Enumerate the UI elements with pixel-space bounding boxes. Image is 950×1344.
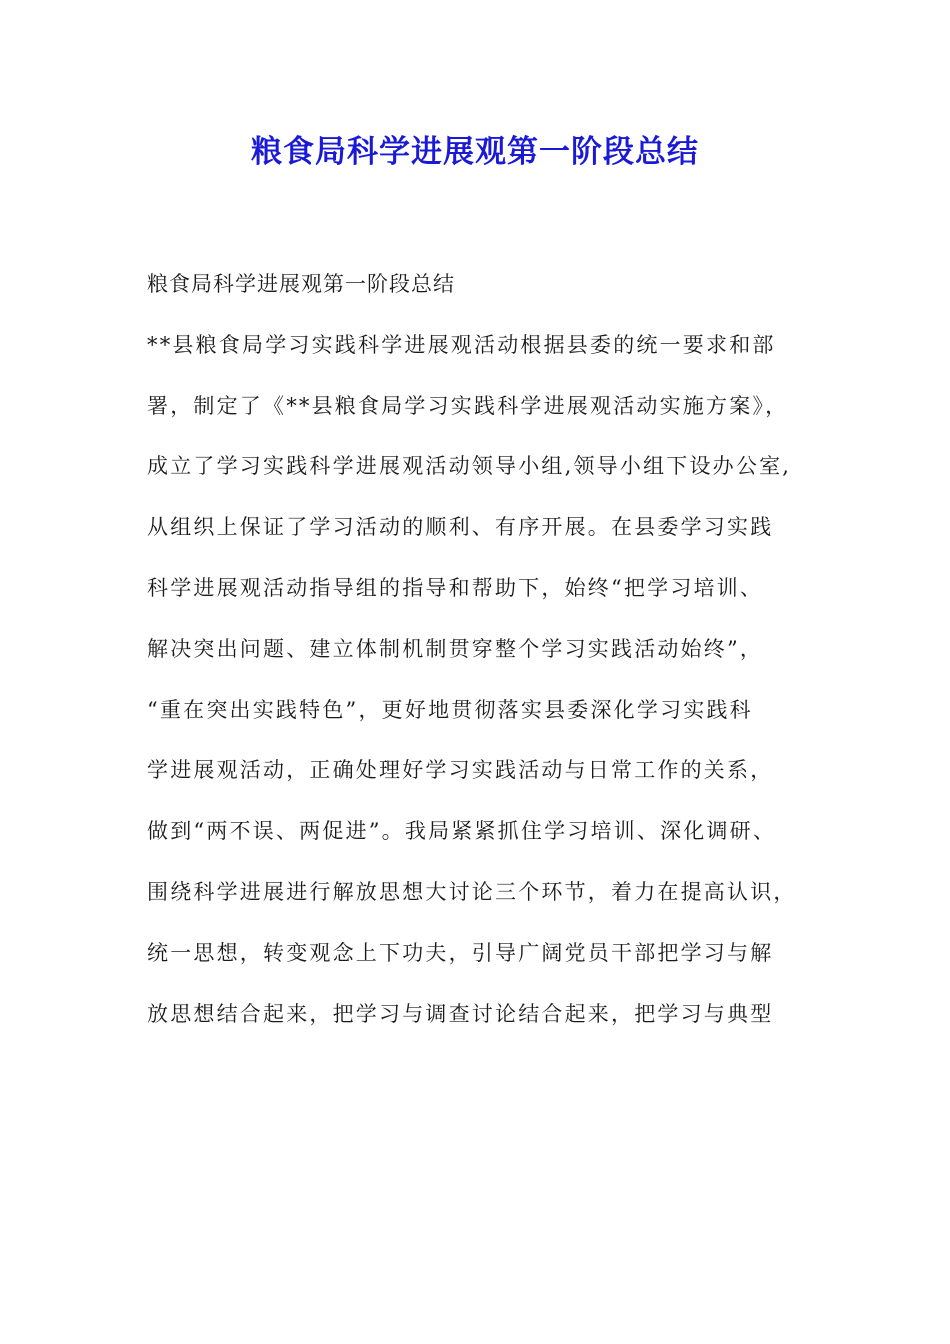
- document-title: 粮食局科学进展观第一阶段总结: [251, 134, 699, 170]
- body-text-line: 统一思想，转变观念上下功夫，引导广阔党员干部把学习与解: [147, 940, 774, 965]
- body-text-line: **县粮食局学习实践科学进展观活动根据县委的统一要求和部: [147, 332, 776, 357]
- document-subtitle: 粮食局科学进展观第一阶段总结: [147, 272, 455, 296]
- body-text-line: 科学进展观活动指导组的指导和帮助下，始终“把学习培训、: [147, 575, 764, 600]
- body-text-line: 围绕科学进展进行解放思想大讨论三个环节，着力在提高认识，: [147, 879, 797, 904]
- body-text-line: 学进展观活动，正确处理好学习实践活动与日常工作的关系，: [147, 758, 774, 783]
- body-text-line: 做到“两不误、两促进”。我局紧紧抓住学习培训、深化调研、: [147, 819, 777, 844]
- body-text-line: 从组织上保证了学习活动的顺利、有序开展。在县委学习实践: [147, 515, 774, 540]
- document-body: [147, 262, 847, 1052]
- body-text-line: 解决突出问题、建立体制机制贯穿整个学习实践活动始终”，: [147, 636, 764, 661]
- body-text-line: 成立了学习实践科学进展观活动领导小组,领导小组下设办公室,: [147, 454, 792, 479]
- body-text-line: 署，制定了《**县粮食局学习实践科学进展观活动实施方案》，: [147, 393, 789, 418]
- body-text-line: 放思想结合起来，把学习与调查讨论结合起来，把学习与典型: [147, 1001, 774, 1026]
- body-text-line: “重在突出实践特色”，更好地贯彻落实县委深化学习实践科: [147, 697, 753, 722]
